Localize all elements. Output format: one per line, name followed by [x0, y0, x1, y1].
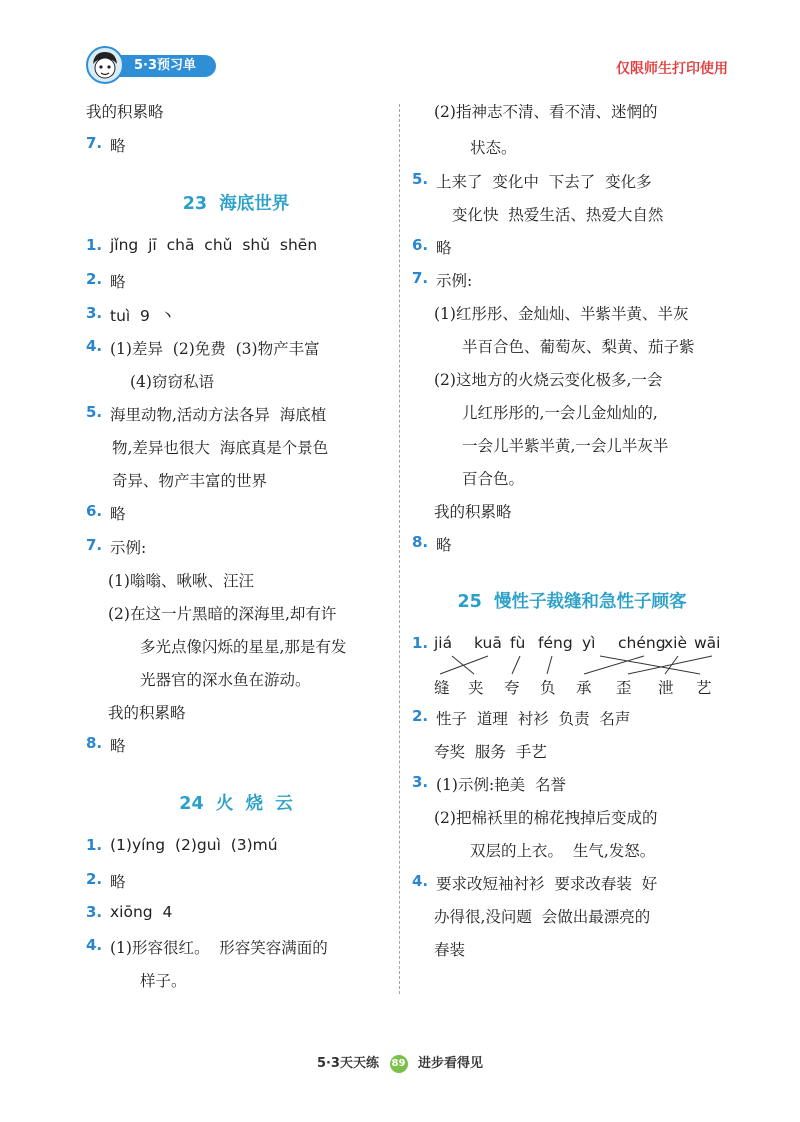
answer-text: jǐng jī chā chǔ shǔ shēn [110, 236, 318, 254]
answer-text: 样子。 [140, 972, 187, 990]
answer-text: 百合色。 [462, 470, 525, 488]
question-number: 7. [86, 536, 103, 554]
footer-right: 进步看得见 [418, 1056, 484, 1071]
answer-text: 略 [110, 273, 126, 291]
matching-char: 承 [576, 679, 592, 697]
answer-text: 略 [436, 536, 452, 554]
matching-pinyin: jiá [434, 634, 453, 652]
answer-text: 海里动物,活动方法各异 海底植 [110, 406, 327, 424]
matching-pinyin: féng [538, 634, 573, 652]
matching-char: 负 [540, 679, 556, 697]
answer-line [412, 773, 567, 794]
question-number: 6. [86, 502, 103, 520]
matching-char: 歪 [616, 679, 632, 697]
matching-pinyin: chéng [618, 634, 666, 652]
answer-text: 物,差异也很大 海底真是个景色 [112, 439, 329, 457]
answer-text: 略 [436, 239, 452, 257]
answer-text: 我的积累略 [108, 704, 186, 722]
answer-text: 要求改短袖衬衫 要求改春装 好 [436, 875, 658, 893]
matching-char: 泄 [658, 679, 674, 697]
answer-text: 春装 [434, 941, 466, 959]
badge-label: 5·3预习单 [104, 55, 216, 77]
matching-pinyin: kuā [474, 634, 502, 652]
answer-text: 儿红彤彤的,一会儿金灿灿的, [462, 404, 658, 422]
question-number: 4. [86, 337, 103, 355]
answer-text: 示例: [110, 539, 147, 557]
answer-text: 变化快 热爱生活、热爱大自然 [452, 206, 664, 224]
answer-text: 双层的上衣。 生气,发怒。 [470, 842, 656, 860]
matching-char: 艺 [696, 679, 712, 697]
question-number: 7. [412, 269, 429, 287]
answer-line [86, 304, 176, 325]
answer-text: 办得很,没问题 会做出最漂亮的 [434, 908, 651, 926]
question-number: 1. [86, 836, 103, 854]
answer-text: 我的积累略 [86, 103, 164, 121]
answer-line [412, 707, 631, 728]
answer-line [86, 134, 126, 155]
footer-left: 5·3天天练 [316, 1056, 379, 1071]
question-number: 3. [86, 903, 103, 921]
section-title: 24 火 烧 云 [179, 794, 293, 814]
answer-text: (1)红彤彤、金灿灿、半紫半黄、半灰 [434, 305, 689, 323]
answer-line [86, 270, 126, 291]
answer-text: 多光点像闪烁的星星,那是有发 [140, 638, 347, 656]
question-number: 2. [412, 707, 429, 725]
answer-text: (2)这地方的火烧云变化极多,一会 [434, 371, 663, 389]
answer-line [86, 734, 126, 755]
answer-text: 略 [110, 737, 126, 755]
answer-text: tuì 9 丶 [110, 307, 176, 325]
page-footer [0, 1052, 800, 1073]
answer-text: 略 [110, 873, 126, 891]
answer-text: (1)差异 (2)免费 (3)物产丰富 [110, 340, 320, 358]
answer-text: 性子 道理 衬衫 负责 名声 [436, 710, 631, 728]
section-title: 23 海底世界 [182, 194, 290, 214]
answer-text: xiōng 4 [110, 903, 173, 921]
answer-line [86, 536, 147, 557]
question-number: 1. [86, 236, 103, 254]
answer-text: 半百合色、葡萄灰、梨黄、茄子紫 [462, 338, 695, 356]
answer-line [412, 170, 652, 191]
question-number: 4. [86, 936, 103, 954]
answer-line [412, 269, 473, 290]
mascot-icon [86, 46, 124, 84]
answer-line [412, 872, 658, 893]
matching-number: 1. [412, 634, 429, 652]
answer-text: (1)示例:艳美 名誉 [436, 776, 567, 794]
question-number: 5. [86, 403, 103, 421]
matching-char: 夸 [504, 679, 520, 697]
answer-line [86, 502, 126, 523]
question-number: 3. [412, 773, 429, 791]
answer-text: 上来了 变化中 下去了 变化多 [436, 173, 652, 191]
answer-text: (1)嗡嗡、啾啾、汪汪 [108, 572, 254, 590]
question-number: 6. [412, 236, 429, 254]
answer-text: 一会儿半紫半黄,一会儿半灰半 [462, 437, 669, 455]
question-number: 2. [86, 270, 103, 288]
matching-pinyin: xiè [664, 634, 688, 652]
answer-line [86, 236, 318, 254]
section-title: 25 慢性子裁缝和急性子顾客 [457, 592, 687, 612]
answer-text: 状态。 [470, 139, 517, 157]
print-notice: 仅限师生打印使用 [616, 61, 728, 77]
answer-line [86, 403, 327, 424]
answer-text: (1)yíng (2)guì (3)mú [110, 836, 278, 854]
matching-pinyin: wāi [694, 634, 721, 652]
answer-line [86, 870, 126, 891]
answer-line [86, 337, 320, 358]
answer-text: 示例: [436, 272, 473, 290]
answer-text: (1)形容很红。 形容笑容满面的 [110, 939, 328, 957]
question-number: 8. [412, 533, 429, 551]
answer-text: 奇异、物产丰富的世界 [112, 472, 268, 490]
question-number: 3. [86, 304, 103, 322]
answer-text: 略 [110, 505, 126, 523]
page-number: 89 [390, 1055, 408, 1073]
header-badge [86, 46, 218, 86]
answer-line [412, 236, 452, 257]
question-number: 8. [86, 734, 103, 752]
matching-char: 夹 [468, 679, 484, 697]
answer-text: (4)窃窃私语 [130, 373, 214, 391]
answer-text: 夸奖 服务 手艺 [434, 743, 547, 761]
matching-pinyin: yì [582, 634, 596, 652]
answer-text: 光器官的深水鱼在游动。 [140, 671, 311, 689]
column-divider [399, 104, 400, 994]
answer-text: (2)在这一片黑暗的深海里,却有许 [108, 605, 337, 623]
answer-line [86, 903, 173, 921]
matching-char: 缝 [434, 679, 450, 697]
question-number: 5. [412, 170, 429, 188]
question-number: 4. [412, 872, 429, 890]
question-number: 2. [86, 870, 103, 888]
answer-line [86, 836, 278, 854]
answer-text: (2)把棉袄里的棉花拽掉后变成的 [434, 809, 658, 827]
matching-pinyin: fù [510, 634, 526, 652]
answer-text: 我的积累略 [434, 503, 512, 521]
answer-line [86, 936, 328, 957]
question-number: 7. [86, 134, 103, 152]
answer-text: 略 [110, 137, 126, 155]
answer-line [412, 533, 452, 554]
matching-exercise [412, 630, 732, 700]
answer-text: (2)指神志不清、看不清、迷惘的 [434, 103, 658, 121]
